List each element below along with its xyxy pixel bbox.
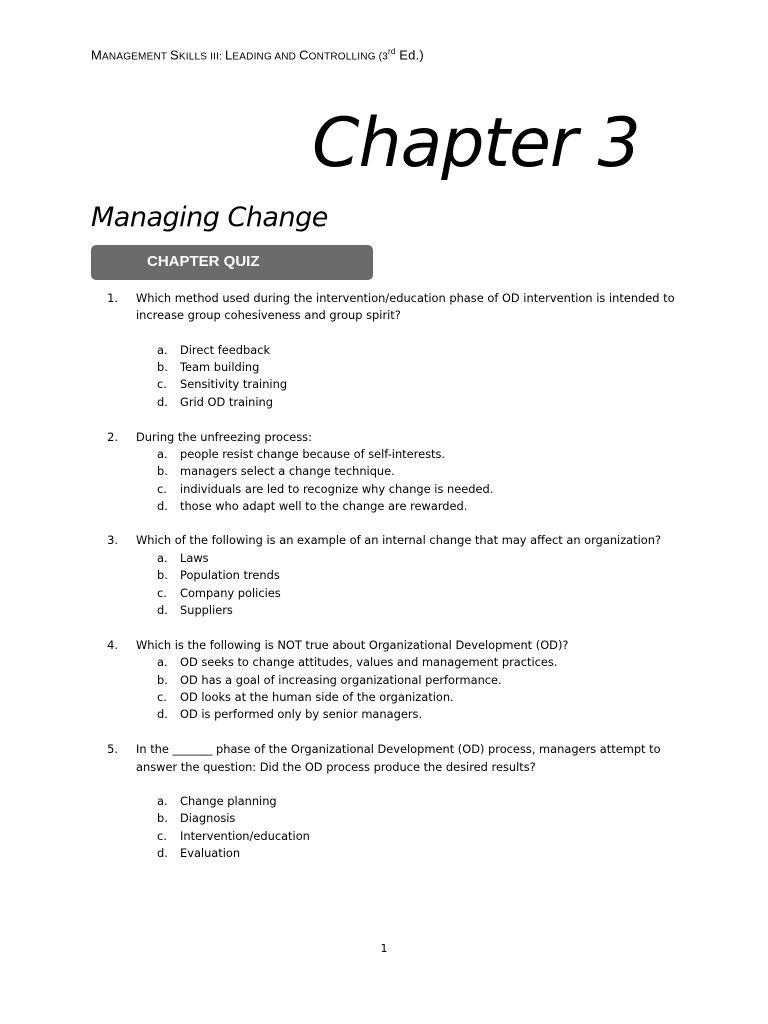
option-text: those who adapt well to the change are rewarded. [180,499,468,513]
option-letter: c. [157,690,167,704]
option-letter: a. [157,794,168,808]
option-text: OD has a goal of increasing organizational performance. [180,673,502,687]
option-letter: b. [157,673,168,687]
option-letter: a. [157,343,168,357]
question-text: answer the question: Did the OD process produce the desired results? [136,760,536,774]
header-part: ANAGEMENT [102,51,170,63]
option-letter: a. [157,655,168,669]
header-part: KILLS III: [178,51,225,63]
header-initial-s: S [169,47,179,63]
question-text: increase group cohesiveness and group spirit? [136,308,401,322]
option-letter: a. [157,447,168,461]
page-number: 1 [380,942,388,955]
question-text: In the _______ phase of the Organizational Development (OD) process, managers attempt to [136,742,661,756]
option-text: Change planning [180,794,277,808]
option-letter: d. [157,499,168,513]
option-letter: b. [157,360,168,374]
option-letter: d. [157,846,168,860]
header-initial-c: C [299,47,309,63]
option-text: Direct feedback [180,343,271,357]
question-number-label: 2. [107,430,118,444]
question-number-label: 3. [107,533,118,547]
option-text: OD is performed only by senior managers. [180,707,423,721]
option-text: Team building [180,360,260,374]
question-number-label: 1. [107,291,118,305]
chapter-quiz-banner [91,245,373,280]
option-text: Sensitivity training [180,377,288,391]
option-letter: c. [157,586,167,600]
chapter-quiz-label: CHAPTER QUIZ [147,253,260,270]
question-text: During the unfreezing process: [136,430,312,444]
option-text: OD looks at the human side of the organization. [180,690,454,704]
option-text: Diagnosis [180,811,236,825]
option-text: people resist change because of self-interests. [180,447,446,461]
option-letter: d. [157,603,168,617]
option-letter: c. [157,829,167,843]
option-letter: b. [157,568,168,582]
option-letter: b. [157,464,168,478]
header-initial-l: L [224,47,233,63]
header-part: EADING AND [232,51,300,63]
question-text: Which of the following is an example of an internal change that may affect an organization? [136,533,662,547]
option-text: individuals are led to recognize why change is needed. [180,482,494,496]
option-letter: d. [157,707,168,721]
option-text: Company policies [180,586,281,600]
chapter-title: Chapter 3 [312,104,640,183]
option-text: Intervention/education [180,829,310,843]
question-text: Which is the following is NOT true about Organizational Development (OD)? [136,638,569,652]
header-part: ONTROLLING (3 [308,51,388,63]
question-text: Which method used during the intervention/education phase of OD intervention is intended to [136,291,675,305]
option-letter: a. [157,551,168,565]
option-letter: b. [157,811,168,825]
option-text: Population trends [180,568,280,582]
option-text: Evaluation [180,846,241,860]
option-letter: c. [157,377,167,391]
option-text: Suppliers [180,603,233,617]
option-text: Grid OD training [180,395,274,409]
option-text: managers select a change technique. [180,464,395,478]
question-number-label: 5. [107,742,118,756]
question-number-label: 4. [107,638,118,652]
header-superscript: rd [387,47,396,56]
header-initial-m: M [91,47,103,63]
option-letter: d. [157,395,168,409]
option-text: OD seeks to change attitudes, values and management practices. [180,655,558,669]
header-edition: Ed.) [395,47,424,63]
option-text: Laws [180,551,209,565]
running-header [91,47,424,62]
section-title: Managing Change [91,202,328,233]
option-letter: c. [157,482,167,496]
